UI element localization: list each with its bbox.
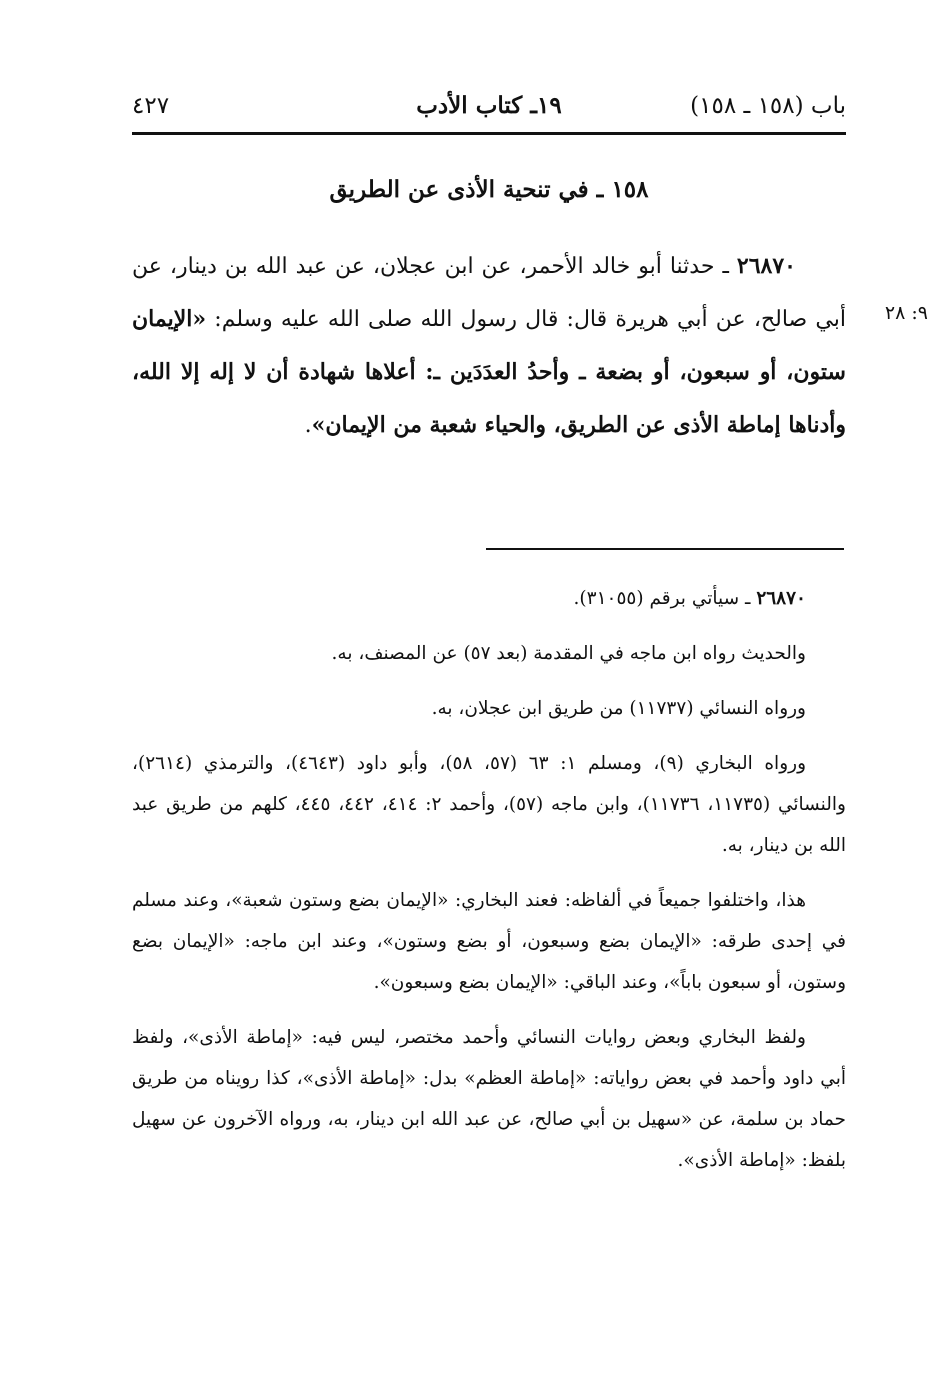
footnote-paragraph: هذا، واختلفوا جميعاً في ألفاظه: فعند البخاري: «الإيمان بضع وستون شعبة»، وعند مسلم في إحدى طرقه: «الإيمان بضع وسبعون، أو بضع وستون»، وعند ابن ماجه: «الإيمان بضع وستون، أو سبعون باباً»، وعند الباقي: «الإيمان بضع وسبعون». (132, 890, 846, 993)
footnote-number: ٢٦٨٧٠ (756, 588, 806, 609)
footnote-paragraph: ورواه النسائي (١١٧٣٧) من طريق ابن عجلان، به. (431, 698, 806, 719)
header-chapter-range: باب (١٥٨ ـ ١٥٨) (690, 93, 846, 119)
footnotes (132, 578, 846, 1195)
footnote-text: ـ سيأتي برقم (٣١٠٥٥). (573, 588, 757, 609)
footnote-paragraph: ورواه البخاري (٩)، ومسلم ١: ٦٣ (٥٧، ٥٨)، وأبو داود (٤٦٤٣)، والترمذي (٢٦١٤)، والنسائي (١١٧٣٥، ١١٧٣٦)، وابن ماجه (٥٧)، وأحمد ٢: ٤١٤، ٤٤٢، ٤٤٥، كلهم من طريق عبد الله بن دينار، به. (132, 753, 846, 856)
chapter-title: ١٥٨ ـ في تنحية الأذى عن الطريق (329, 176, 649, 203)
hadith-matn: «الإيمان ستون، أو سبعون، أو بضعة ـ وأحدُ العدَدَين ـ: أعلاها شهادة أن لا إله إلا الله، وأدناها إماطة الأذى عن الطريق، والحياء شعبة من الإيمان» (132, 306, 846, 438)
header-book-title: ١٩ـ كتاب الأدب (416, 92, 562, 119)
page-number: ٤٢٧ (132, 93, 170, 119)
hadith-isnad: ـ حدثنا أبو خالد الأحمر، عن ابن عجلان، عن عبد الله بن دينار، عن أبي صالح، عن أبي هريرة قال: قال رسول الله صلى الله عليه وسلم: (132, 254, 846, 332)
header-divider (132, 132, 846, 135)
footnote-paragraph: ولفظ البخاري وبعض روايات النسائي وأحمد مختصر، ليس فيه: «إماطة الأذى»، ولفظ أبي داود وأحمد في بعض رواياته: «إماطة العظم» بدل: «إماطة الأذى»، كذا رويناه من طريق حماد بن سلمة، عن «سهيل بن أبي صالح، عن عبد الله ابن دينار، به، ورواه الآخرون عن سهيل بلفظ: «إماطة الأذى». (132, 1027, 846, 1171)
footnote-separator (486, 548, 844, 550)
margin-reference: ٩: ٢٨ (884, 302, 928, 324)
running-header (132, 86, 846, 126)
footnote-paragraph: والحديث رواه ابن ماجه في المقدمة (بعد ٥٧) عن المصنف، به. (331, 643, 806, 664)
footnote-paragraph (132, 578, 846, 619)
hadith-end: . (304, 413, 312, 438)
hadith-text (132, 240, 846, 452)
hadith-number: ٢٦٨٧٠ (736, 253, 796, 279)
